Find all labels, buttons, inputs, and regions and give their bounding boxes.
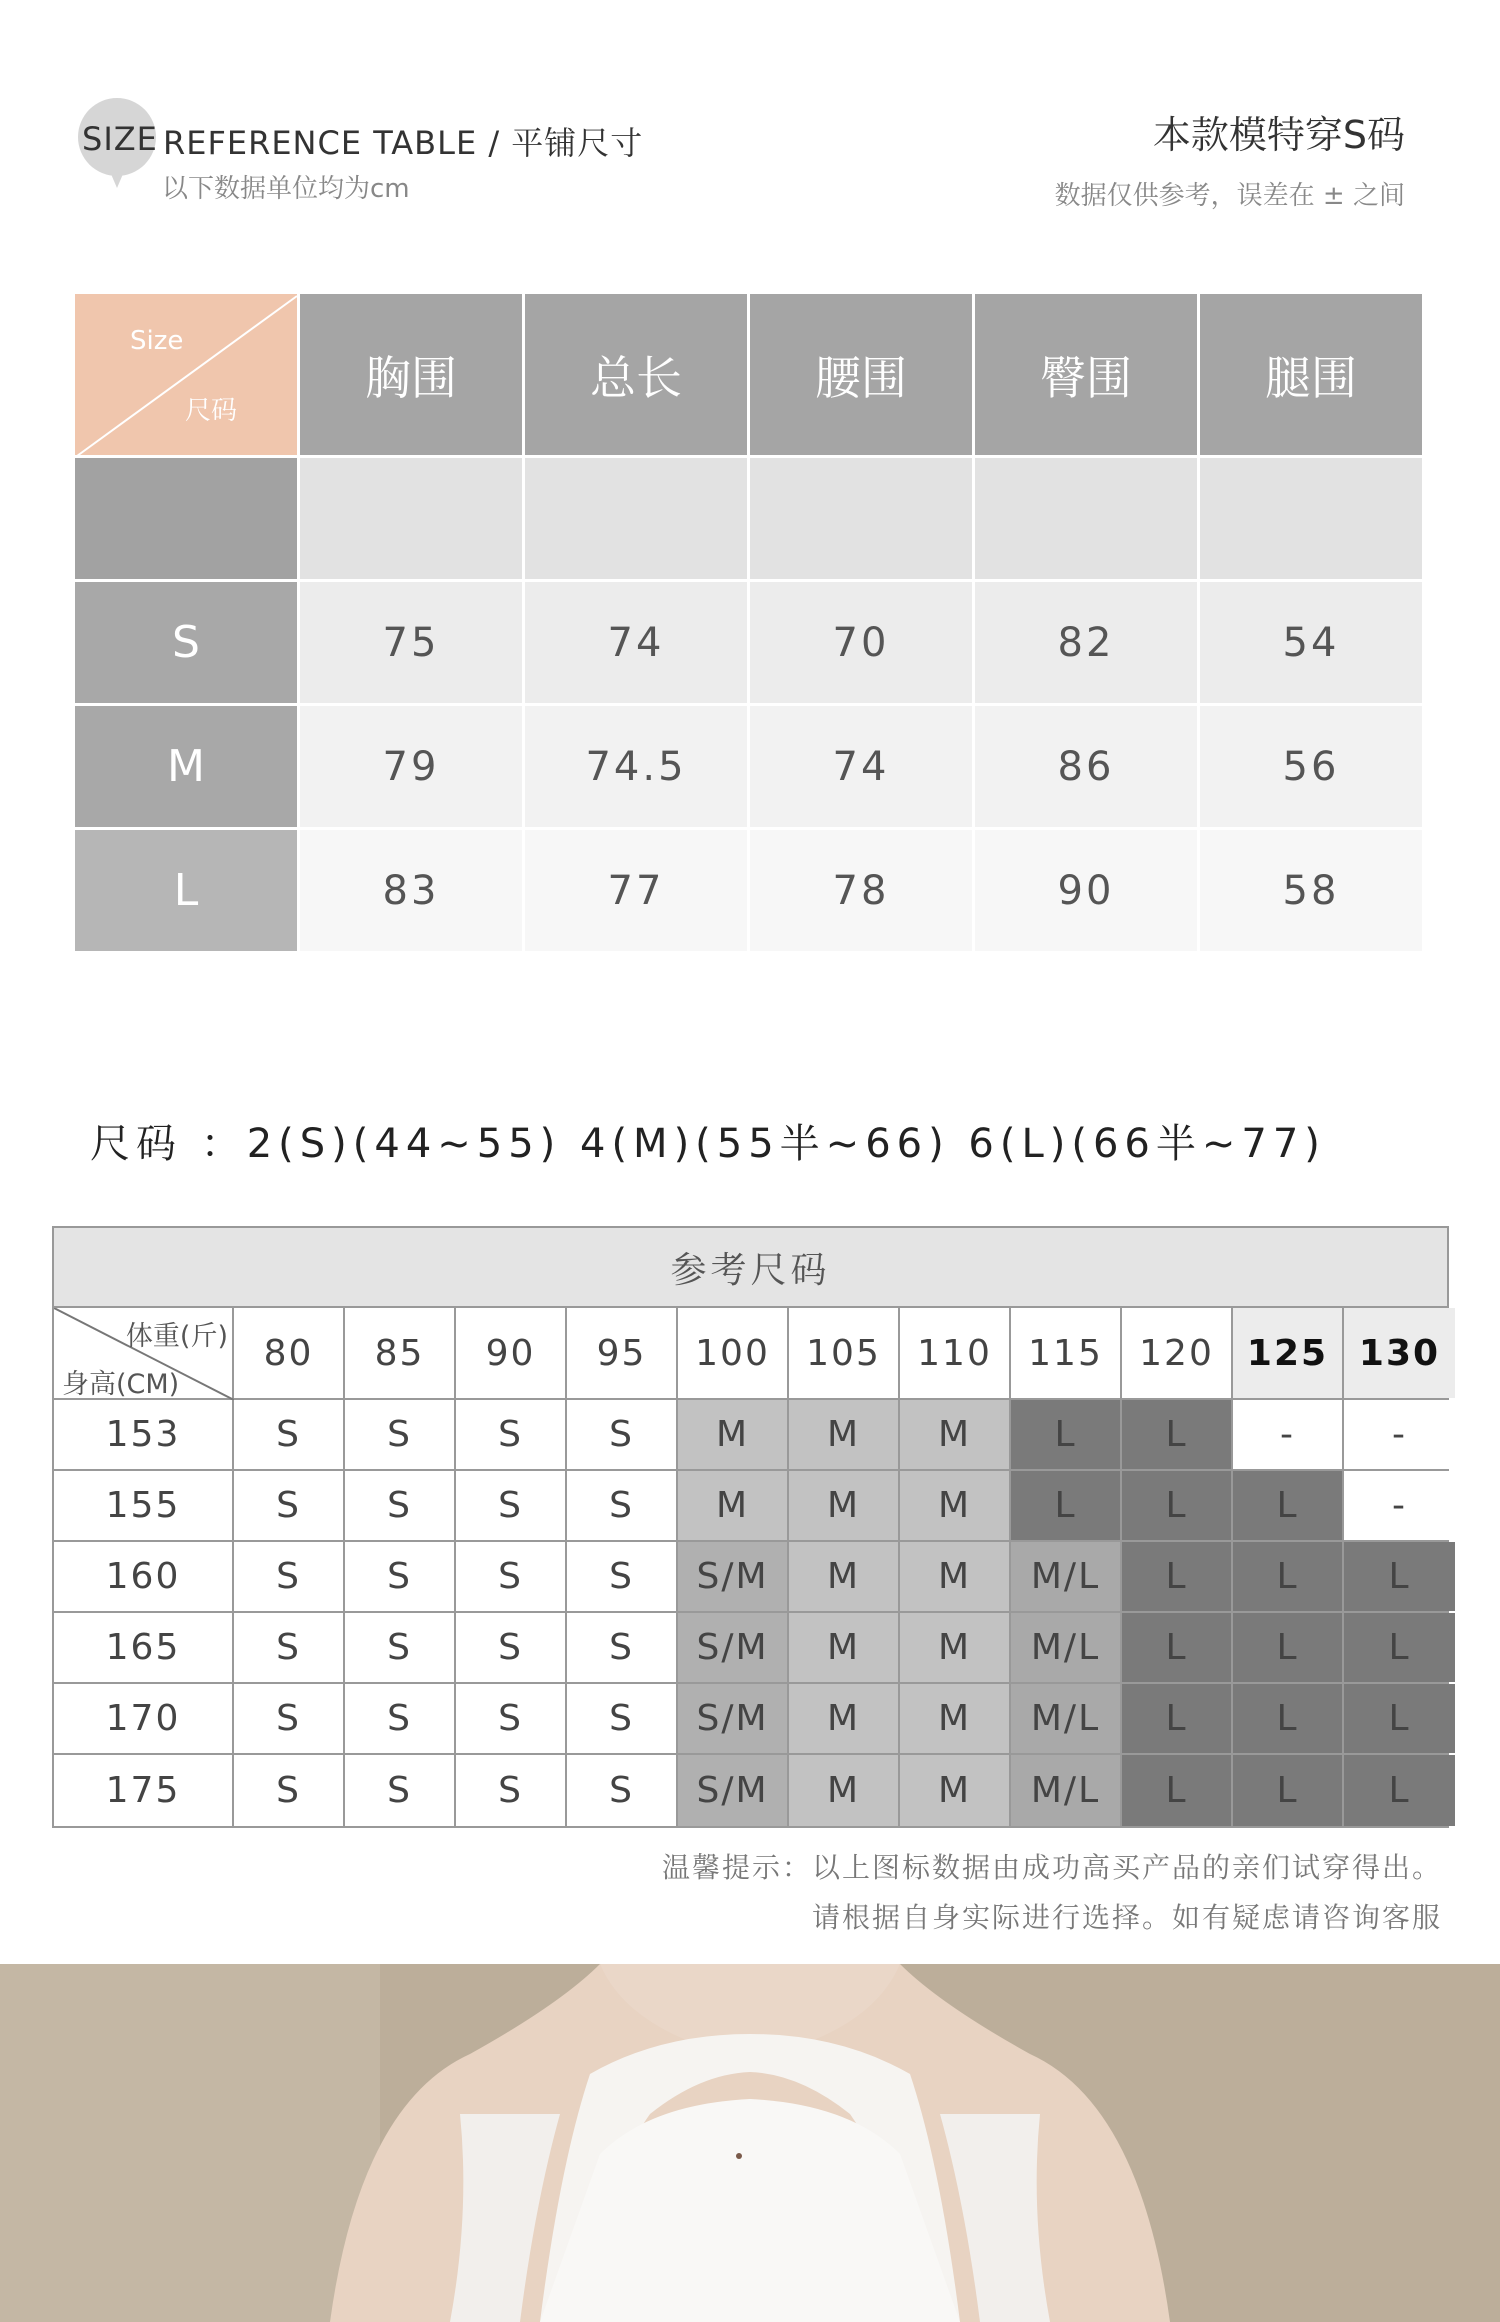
weight-value: 125 — [1233, 1308, 1344, 1398]
measure-value: 79 — [300, 706, 525, 830]
blank-cell — [300, 458, 525, 582]
size-cell: S/M — [678, 1542, 789, 1611]
size-cell: S — [234, 1684, 345, 1753]
size-cell: S — [456, 1471, 567, 1540]
height-row-170 — [54, 1684, 1447, 1755]
size-cell: S — [456, 1542, 567, 1611]
size-cell: L — [1233, 1542, 1344, 1611]
size-cell: L — [1344, 1684, 1455, 1753]
height-row-153 — [54, 1400, 1447, 1471]
size-cell: S — [456, 1684, 567, 1753]
unit-note: 以下数据单位均为cm — [162, 174, 410, 204]
size-cell: S — [234, 1471, 345, 1540]
size-cell: S — [567, 1471, 678, 1540]
corner-code-label: 尺码 — [185, 396, 238, 426]
size-cell: S — [345, 1755, 456, 1826]
height-row-160 — [54, 1542, 1447, 1613]
size-cell: L — [1233, 1684, 1344, 1753]
measure-value: 75 — [300, 582, 525, 706]
size-cell: S — [456, 1755, 567, 1826]
measure-value: 74 — [525, 582, 750, 706]
size-cell: M — [789, 1684, 900, 1753]
size-cell: S/M — [678, 1755, 789, 1826]
tolerance-note: 数据仅供参考，误差在 ± 之间 — [1054, 181, 1405, 211]
height-value: 165 — [54, 1613, 234, 1682]
reference-title: REFERENCE TABLE / 平铺尺寸 — [163, 124, 644, 162]
corner-size-label: Size — [130, 326, 184, 356]
weight-value: 105 — [789, 1308, 900, 1398]
reference-table-title: 参考尺码 — [54, 1228, 1447, 1308]
measure-value: 54 — [1200, 582, 1425, 706]
header-waist: 腰围 — [750, 294, 975, 458]
weight-value: 130 — [1344, 1308, 1455, 1398]
measure-value: 83 — [300, 830, 525, 954]
blank-cell — [525, 458, 750, 582]
measure-value: 56 — [1200, 706, 1425, 830]
size-cell: M — [900, 1542, 1011, 1611]
weight-header-row — [54, 1308, 1447, 1400]
size-cell: S — [345, 1400, 456, 1469]
pin-label: SIZE — [82, 120, 158, 158]
size-cell: L — [1011, 1471, 1122, 1540]
size-table-header — [75, 294, 1425, 458]
size-cell: M/L — [1011, 1542, 1122, 1611]
header-hip: 臀围 — [975, 294, 1200, 458]
size-cell: S/M — [678, 1684, 789, 1753]
measure-value: 58 — [1200, 830, 1425, 954]
header-thigh: 腿围 — [1200, 294, 1425, 458]
size-cell: M — [900, 1755, 1011, 1826]
size-cell: L — [1233, 1755, 1344, 1826]
size-cell: S — [456, 1400, 567, 1469]
size-cell: M — [900, 1613, 1011, 1682]
weight-value: 80 — [234, 1308, 345, 1398]
size-cell: M — [900, 1400, 1011, 1469]
size-cell: L — [1344, 1613, 1455, 1682]
size-cell: - — [1233, 1400, 1344, 1469]
height-value: 170 — [54, 1684, 234, 1753]
size-row-m — [75, 706, 1425, 830]
size-cell: - — [1344, 1400, 1455, 1469]
size-cell: L — [1344, 1542, 1455, 1611]
size-corner-cell — [75, 294, 300, 458]
weight-value: 95 — [567, 1308, 678, 1398]
model-photo — [0, 1964, 1500, 2322]
model-photo-illustration — [0, 1964, 1500, 2322]
measure-value: 74.5 — [525, 706, 750, 830]
size-cell: M — [789, 1400, 900, 1469]
height-row-175 — [54, 1755, 1447, 1826]
size-cell: M — [789, 1542, 900, 1611]
height-value: 160 — [54, 1542, 234, 1611]
blank-cell — [75, 458, 300, 582]
size-cell: M — [900, 1471, 1011, 1540]
size-cell: L — [1122, 1542, 1233, 1611]
size-row-s — [75, 582, 1425, 706]
height-weight-corner — [54, 1308, 234, 1398]
tip-note-line1: 温馨提示：以上图标数据由成功高买产品的亲们试穿得出。 — [661, 1851, 1442, 1884]
size-cell: S — [567, 1755, 678, 1826]
size-cell: M/L — [1011, 1613, 1122, 1682]
weight-value: 115 — [1011, 1308, 1122, 1398]
measure-value: 70 — [750, 582, 975, 706]
measure-value: 78 — [750, 830, 975, 954]
size-cell: M — [789, 1613, 900, 1682]
size-cell: L — [1122, 1613, 1233, 1682]
height-row-155 — [54, 1471, 1447, 1542]
weight-value: 90 — [456, 1308, 567, 1398]
measure-value: 74 — [750, 706, 975, 830]
size-cell: S — [567, 1613, 678, 1682]
size-cell: S — [345, 1471, 456, 1540]
size-cell: S — [345, 1613, 456, 1682]
measure-value: 90 — [975, 830, 1200, 954]
size-cell: M — [900, 1684, 1011, 1753]
size-row-l — [75, 830, 1425, 954]
height-row-165 — [54, 1613, 1447, 1684]
size-cell: S — [234, 1755, 345, 1826]
size-cell: S — [234, 1542, 345, 1611]
size-cell: L — [1233, 1471, 1344, 1540]
size-label: L — [75, 830, 300, 954]
tip-note-line2: 请根据自身实际进行选择。如有疑虑请咨询客服 — [811, 1901, 1442, 1934]
size-cell: - — [1344, 1471, 1455, 1540]
blank-cell — [750, 458, 975, 582]
measure-value: 77 — [525, 830, 750, 954]
weight-value: 120 — [1122, 1308, 1233, 1398]
header-chest: 胸围 — [300, 294, 525, 458]
size-cell: S — [345, 1684, 456, 1753]
size-cell: L — [1011, 1400, 1122, 1469]
height-label: 身高(CM) — [62, 1369, 180, 1400]
size-table-blank-row — [75, 458, 1425, 582]
height-value: 155 — [54, 1471, 234, 1540]
size-cell: M — [678, 1400, 789, 1469]
size-cell: M/L — [1011, 1755, 1122, 1826]
size-cell: L — [1122, 1755, 1233, 1826]
size-cell: S/M — [678, 1613, 789, 1682]
size-cell: L — [1233, 1613, 1344, 1682]
size-cell: S — [234, 1613, 345, 1682]
size-cell: S — [234, 1400, 345, 1469]
weight-value: 85 — [345, 1308, 456, 1398]
size-cell: M — [789, 1471, 900, 1540]
header-length: 总长 — [525, 294, 750, 458]
height-value: 153 — [54, 1400, 234, 1469]
size-cell: S — [456, 1613, 567, 1682]
measure-value: 86 — [975, 706, 1200, 830]
size-cell: M/L — [1011, 1684, 1122, 1753]
size-cell: M — [789, 1755, 900, 1826]
flat-size-table — [75, 294, 1425, 954]
measure-value: 82 — [975, 582, 1200, 706]
size-cell: S — [567, 1684, 678, 1753]
reference-size-table — [52, 1226, 1449, 1828]
size-code-line: 尺码 ：2(S)(44~55) 4(M)(55半~66) 6(L)(66半~77) — [90, 1121, 1326, 1167]
size-cell: L — [1122, 1471, 1233, 1540]
size-cell: S — [567, 1542, 678, 1611]
model-size-note: 本款模特穿S码 — [1152, 113, 1405, 157]
size-cell: L — [1122, 1684, 1233, 1753]
weight-value: 100 — [678, 1308, 789, 1398]
size-cell: S — [345, 1542, 456, 1611]
weight-label: 体重(斤) — [125, 1321, 228, 1352]
blank-cell — [975, 458, 1200, 582]
blank-cell — [1200, 458, 1425, 582]
size-label: M — [75, 706, 300, 830]
corner-diagonal — [75, 294, 300, 458]
model-info — [1055, 104, 1405, 212]
size-cell: L — [1122, 1400, 1233, 1469]
size-cell: S — [567, 1400, 678, 1469]
size-label: S — [75, 582, 300, 706]
weight-value: 110 — [900, 1308, 1011, 1398]
size-cell: L — [1344, 1755, 1455, 1826]
size-cell: M — [678, 1471, 789, 1540]
height-value: 175 — [54, 1755, 234, 1826]
